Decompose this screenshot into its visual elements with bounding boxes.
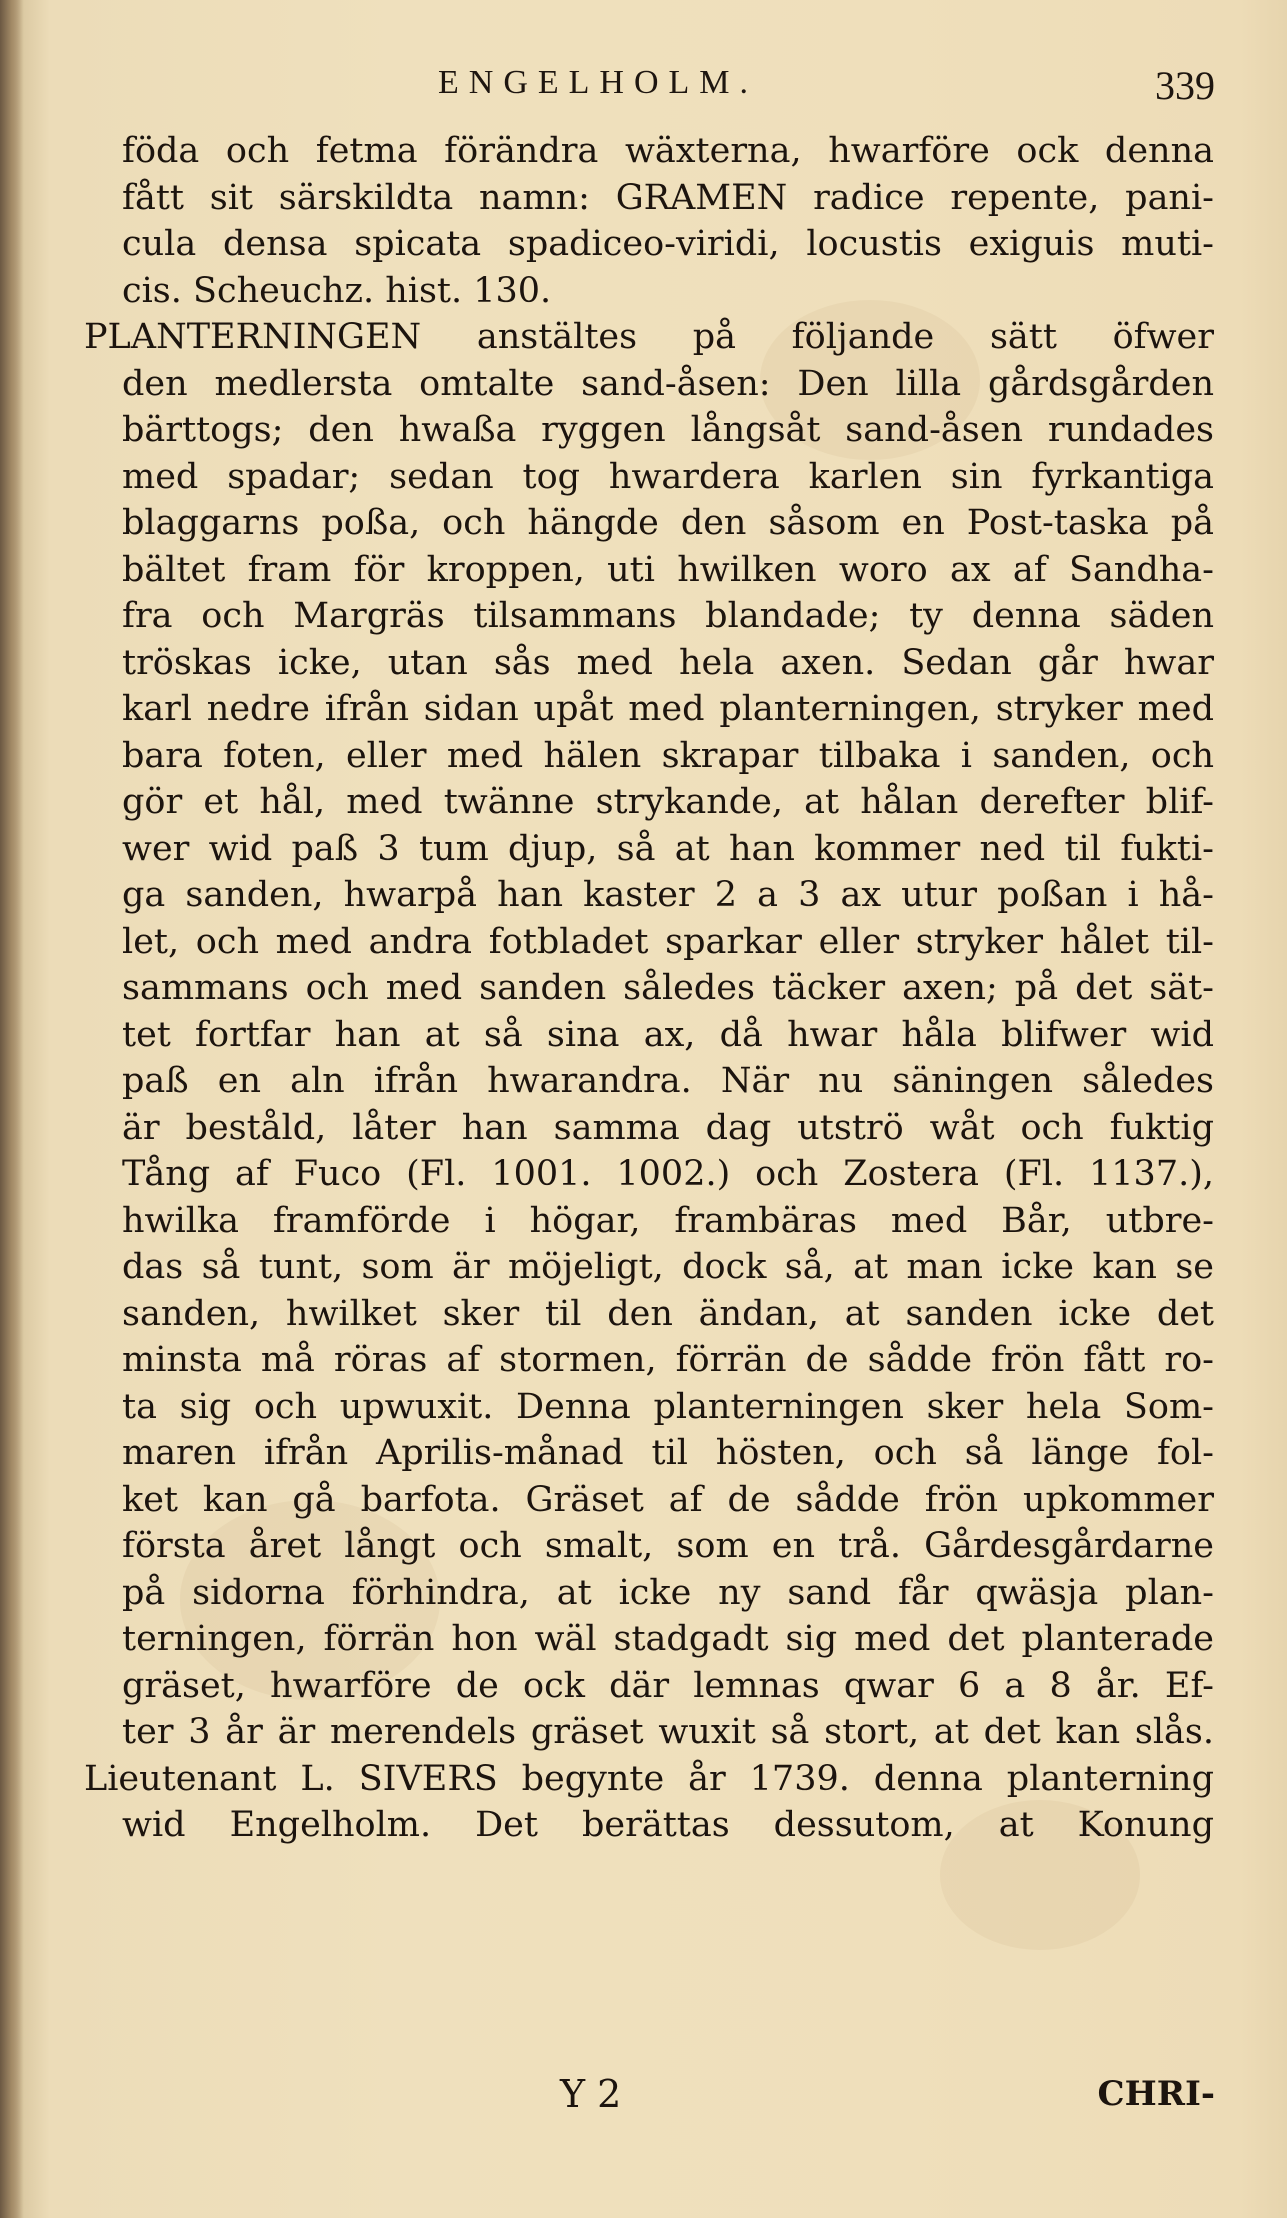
text-line: den medlersta omtalte sand-åsen: Den lilla gårdsgården: [122, 363, 1214, 404]
signature-mark: Y 2: [560, 2072, 622, 2116]
text-line: blaggarns poßa, och hängde den såsom en Post-taska på: [122, 503, 1214, 543]
catchword: CHRI-: [1097, 2074, 1215, 2114]
text-line: tet fortfar han at så sina ax, då hwar håla blifwer wid: [122, 1014, 1214, 1055]
text-line: cis. Scheuchz. hist. 130.: [122, 270, 552, 311]
text-line: föda och fetma förändra wäxterna, hwarföre ock denna: [122, 131, 1214, 171]
page-number: 339: [1155, 63, 1215, 108]
text-line: das så tunt, som är möjeligt, dock så, at man icke kan se: [122, 1247, 1214, 1287]
text-line: maren ifrån Aprilis-månad til hösten, och så länge fol-: [122, 1433, 1214, 1473]
text-line: wid Engelholm. Det berättas dessutom, at Konung: [122, 1805, 1214, 1845]
running-head: ENGELHOLM.: [438, 64, 759, 101]
text-line: Tång af Fuco (Fl. 1001. 1002.) och Zostera (Fl. 1137.),: [122, 1154, 1214, 1194]
text-line: med spadar; sedan tog hwardera karlen sin fyrkantiga: [122, 456, 1214, 497]
text-line: fått sit särskildta namn: GRAMEN radice repente, pani-: [122, 177, 1214, 218]
text-line: bärttogs; den hwaßa ryggen långsåt sand-åsen rundades: [122, 410, 1214, 450]
text-line: cula densa spicata spadiceo-viridi, locustis exiguis muti-: [122, 224, 1214, 264]
body-text: [84, 128, 1214, 1849]
text-line: bara foten, eller med hälen skrapar tilbaka i sanden, och: [122, 735, 1214, 776]
text-line: Lieutenant L. SIVERS begynte år 1739. denna planterning: [84, 1758, 1214, 1799]
text-line: minsta må röras af stormen, förrän de sådde frön fått ro-: [122, 1340, 1214, 1380]
text-line: ter 3 år är merendels gräset wuxit så stort, at det kan slås.: [122, 1712, 1214, 1752]
text-line: sammans och med sanden således täcker axen; på det sät-: [122, 968, 1214, 1008]
text-line: gräset, hwarföre de ock där lemnas qwar 6 a 8 år. Ef-: [122, 1665, 1214, 1706]
text-line: ket kan gå barfota. Gräset af de sådde frön upkommer: [122, 1479, 1214, 1520]
text-line: let, och med andra fotbladet sparkar eller stryker hålet til-: [122, 921, 1214, 962]
text-line: hwilka framförde i högar, frambäras med Bår, utbre-: [122, 1200, 1214, 1241]
text-line: ta sig och upwuxit. Denna planterningen sker hela Som-: [122, 1386, 1214, 1427]
text-line: wer wid paß 3 tum djup, så at han kommer ned til fukti-: [122, 828, 1214, 869]
text-line: på sidorna förhindra, at icke ny sand får qwäsja plan-: [122, 1572, 1214, 1613]
text-line: bältet fram för kroppen, uti hwilken woro ax af Sandha-: [122, 549, 1214, 590]
text-line: gör et hål, med twänne strykande, at hålan derefter blif-: [122, 782, 1214, 822]
page-header: [120, 60, 1215, 116]
text-line: PLANTERNINGEN anstältes på följande sätt öfwer: [84, 317, 1214, 357]
text-line: ga sanden, hwarpå han kaster 2 a 3 ax utur poßan i hå-: [122, 875, 1214, 915]
page-footer: [120, 2072, 1215, 2132]
text-line: karl nedre ifrån sidan upåt med planterningen, stryker med: [122, 689, 1214, 729]
text-line: fra och Margräs tilsammans blandade; ty denna säden: [122, 596, 1214, 636]
text-line: paß en aln ifrån hwarandra. När nu säningen således: [122, 1061, 1214, 1101]
text-line: är beståld, låter han samma dag utströ wåt och fuktig: [122, 1107, 1214, 1148]
text-line: sanden, hwilket sker til den ändan, at sanden icke det: [122, 1293, 1214, 1334]
text-line: första året långt och smalt, som en trå. Gårdesgårdarne: [122, 1526, 1214, 1566]
page-gutter: [0, 0, 24, 2218]
text-line: terningen, förrän hon wäl stadgadt sig med det planterade: [122, 1619, 1214, 1659]
text-line: tröskas icke, utan sås med hela axen. Sedan går hwar: [122, 642, 1214, 683]
